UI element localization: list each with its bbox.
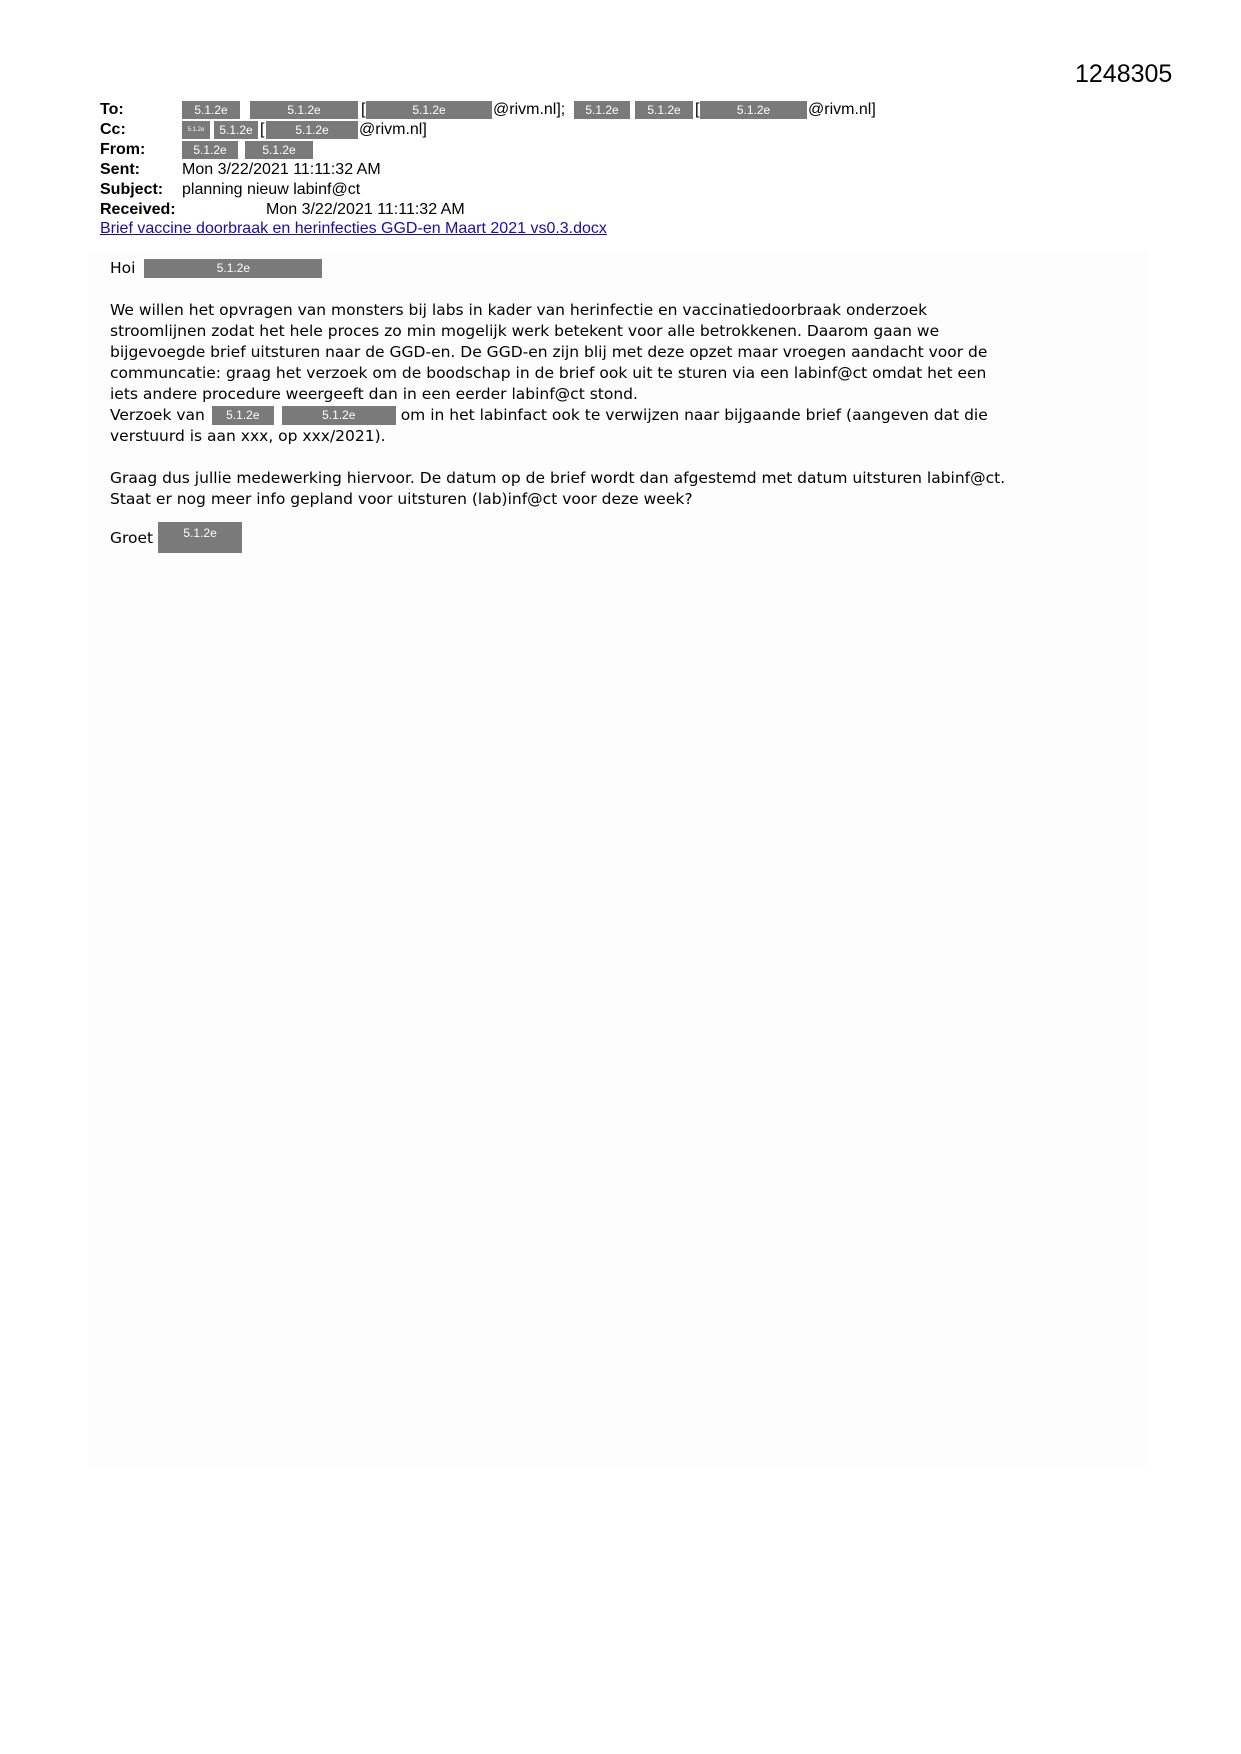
redaction-box: 5.1.2e [144, 259, 322, 278]
redaction-box: 5.1.2e [282, 406, 396, 425]
paragraph-gap [110, 510, 1140, 522]
bracket-text: [ [260, 121, 265, 138]
redaction-box: 5.1.2e [700, 101, 807, 119]
body-line: iets andere procedure weergeeft dan in een eerder labinf@ct stond. [110, 385, 638, 403]
redaction-box: 5.1.2e [182, 141, 238, 159]
body-line: stroomlijnen zodat het hele proces zo min mogelijk werk betekent voor alle betrokkenen. Daarom gaan we [110, 322, 940, 340]
closing-line [110, 522, 1140, 554]
redaction-box: 5.1.2e [250, 101, 358, 119]
paragraph-gap [110, 447, 1140, 468]
redaction-box: 5.1.2e [182, 101, 240, 119]
redaction-box: 5.1.2e [214, 121, 258, 139]
to-domain-1: @rivm.nl]; [493, 101, 566, 118]
cc-domain: @rivm.nl] [359, 121, 427, 138]
body-line: Graag dus jullie medewerking hiervoor. De datum op de brief wordt dan afgestemd met datum uitsturen labinf@ct. [110, 469, 1006, 487]
subject-value: planning nieuw labinf@ct [182, 181, 361, 198]
request-start: Verzoek van [110, 406, 205, 424]
body-line: verstuurd is aan xxx, op xxx/2021). [110, 427, 386, 445]
redaction-box: 5.1.2e [635, 101, 693, 119]
redaction-box: 5.1.2e [574, 101, 630, 119]
redaction-box: 5.1.2e [245, 141, 313, 159]
redaction-box: 5.1.2e [182, 121, 210, 139]
greeting-text: Hoi [110, 259, 136, 277]
bracket-text: [ [695, 101, 700, 118]
redaction-box: 5.1.2e [366, 101, 492, 119]
body-line: Staat er nog meer info gepland voor uitsturen (lab)inf@ct voor deze week? [110, 490, 693, 508]
paragraph-gap [110, 279, 1140, 300]
body-line: We willen het opvragen van monsters bij labs in kader van herinfectie en vaccinatiedoorbraak onderzoek [110, 301, 928, 319]
attachment-link[interactable]: Brief vaccine doorbraak en herinfecties GGD-en Maart 2021 vs0.3.docx [100, 220, 607, 237]
redaction-box: 5.1.2e [158, 522, 242, 553]
greeting-line [110, 258, 1140, 279]
body-line: communcatie: graag het verzoek om de boodschap in de brief ook uit te sturen via een labinf@ct omdat het een [110, 364, 987, 382]
closing-text: Groet [110, 529, 154, 547]
redaction-box: 5.1.2e [266, 121, 358, 139]
document-number: 1248305 [1075, 60, 1173, 88]
request-line [110, 405, 1140, 426]
to-label: To: [100, 101, 124, 118]
bracket-text: [ [361, 101, 366, 118]
to-domain-2: @rivm.nl] [808, 101, 876, 118]
cc-label: Cc: [100, 121, 126, 138]
received-label: Received: [100, 201, 176, 218]
sent-value: Mon 3/22/2021 11:11:32 AM [182, 161, 381, 178]
request-rest: om in het labinfact ook te verwijzen naar bijgaande brief (aangeven dat die [400, 406, 988, 424]
subject-label: Subject: [100, 181, 164, 198]
from-label: From: [100, 141, 146, 158]
redaction-box: 5.1.2e [212, 406, 274, 425]
message-body [110, 258, 1140, 554]
sent-label: Sent: [100, 161, 140, 178]
received-value: Mon 3/22/2021 11:11:32 AM [266, 201, 465, 218]
body-line: bijgevoegde brief uitsturen naar de GGD-en. De GGD-en zijn blij met deze opzet maar vroegen aandacht voor de [110, 343, 988, 361]
